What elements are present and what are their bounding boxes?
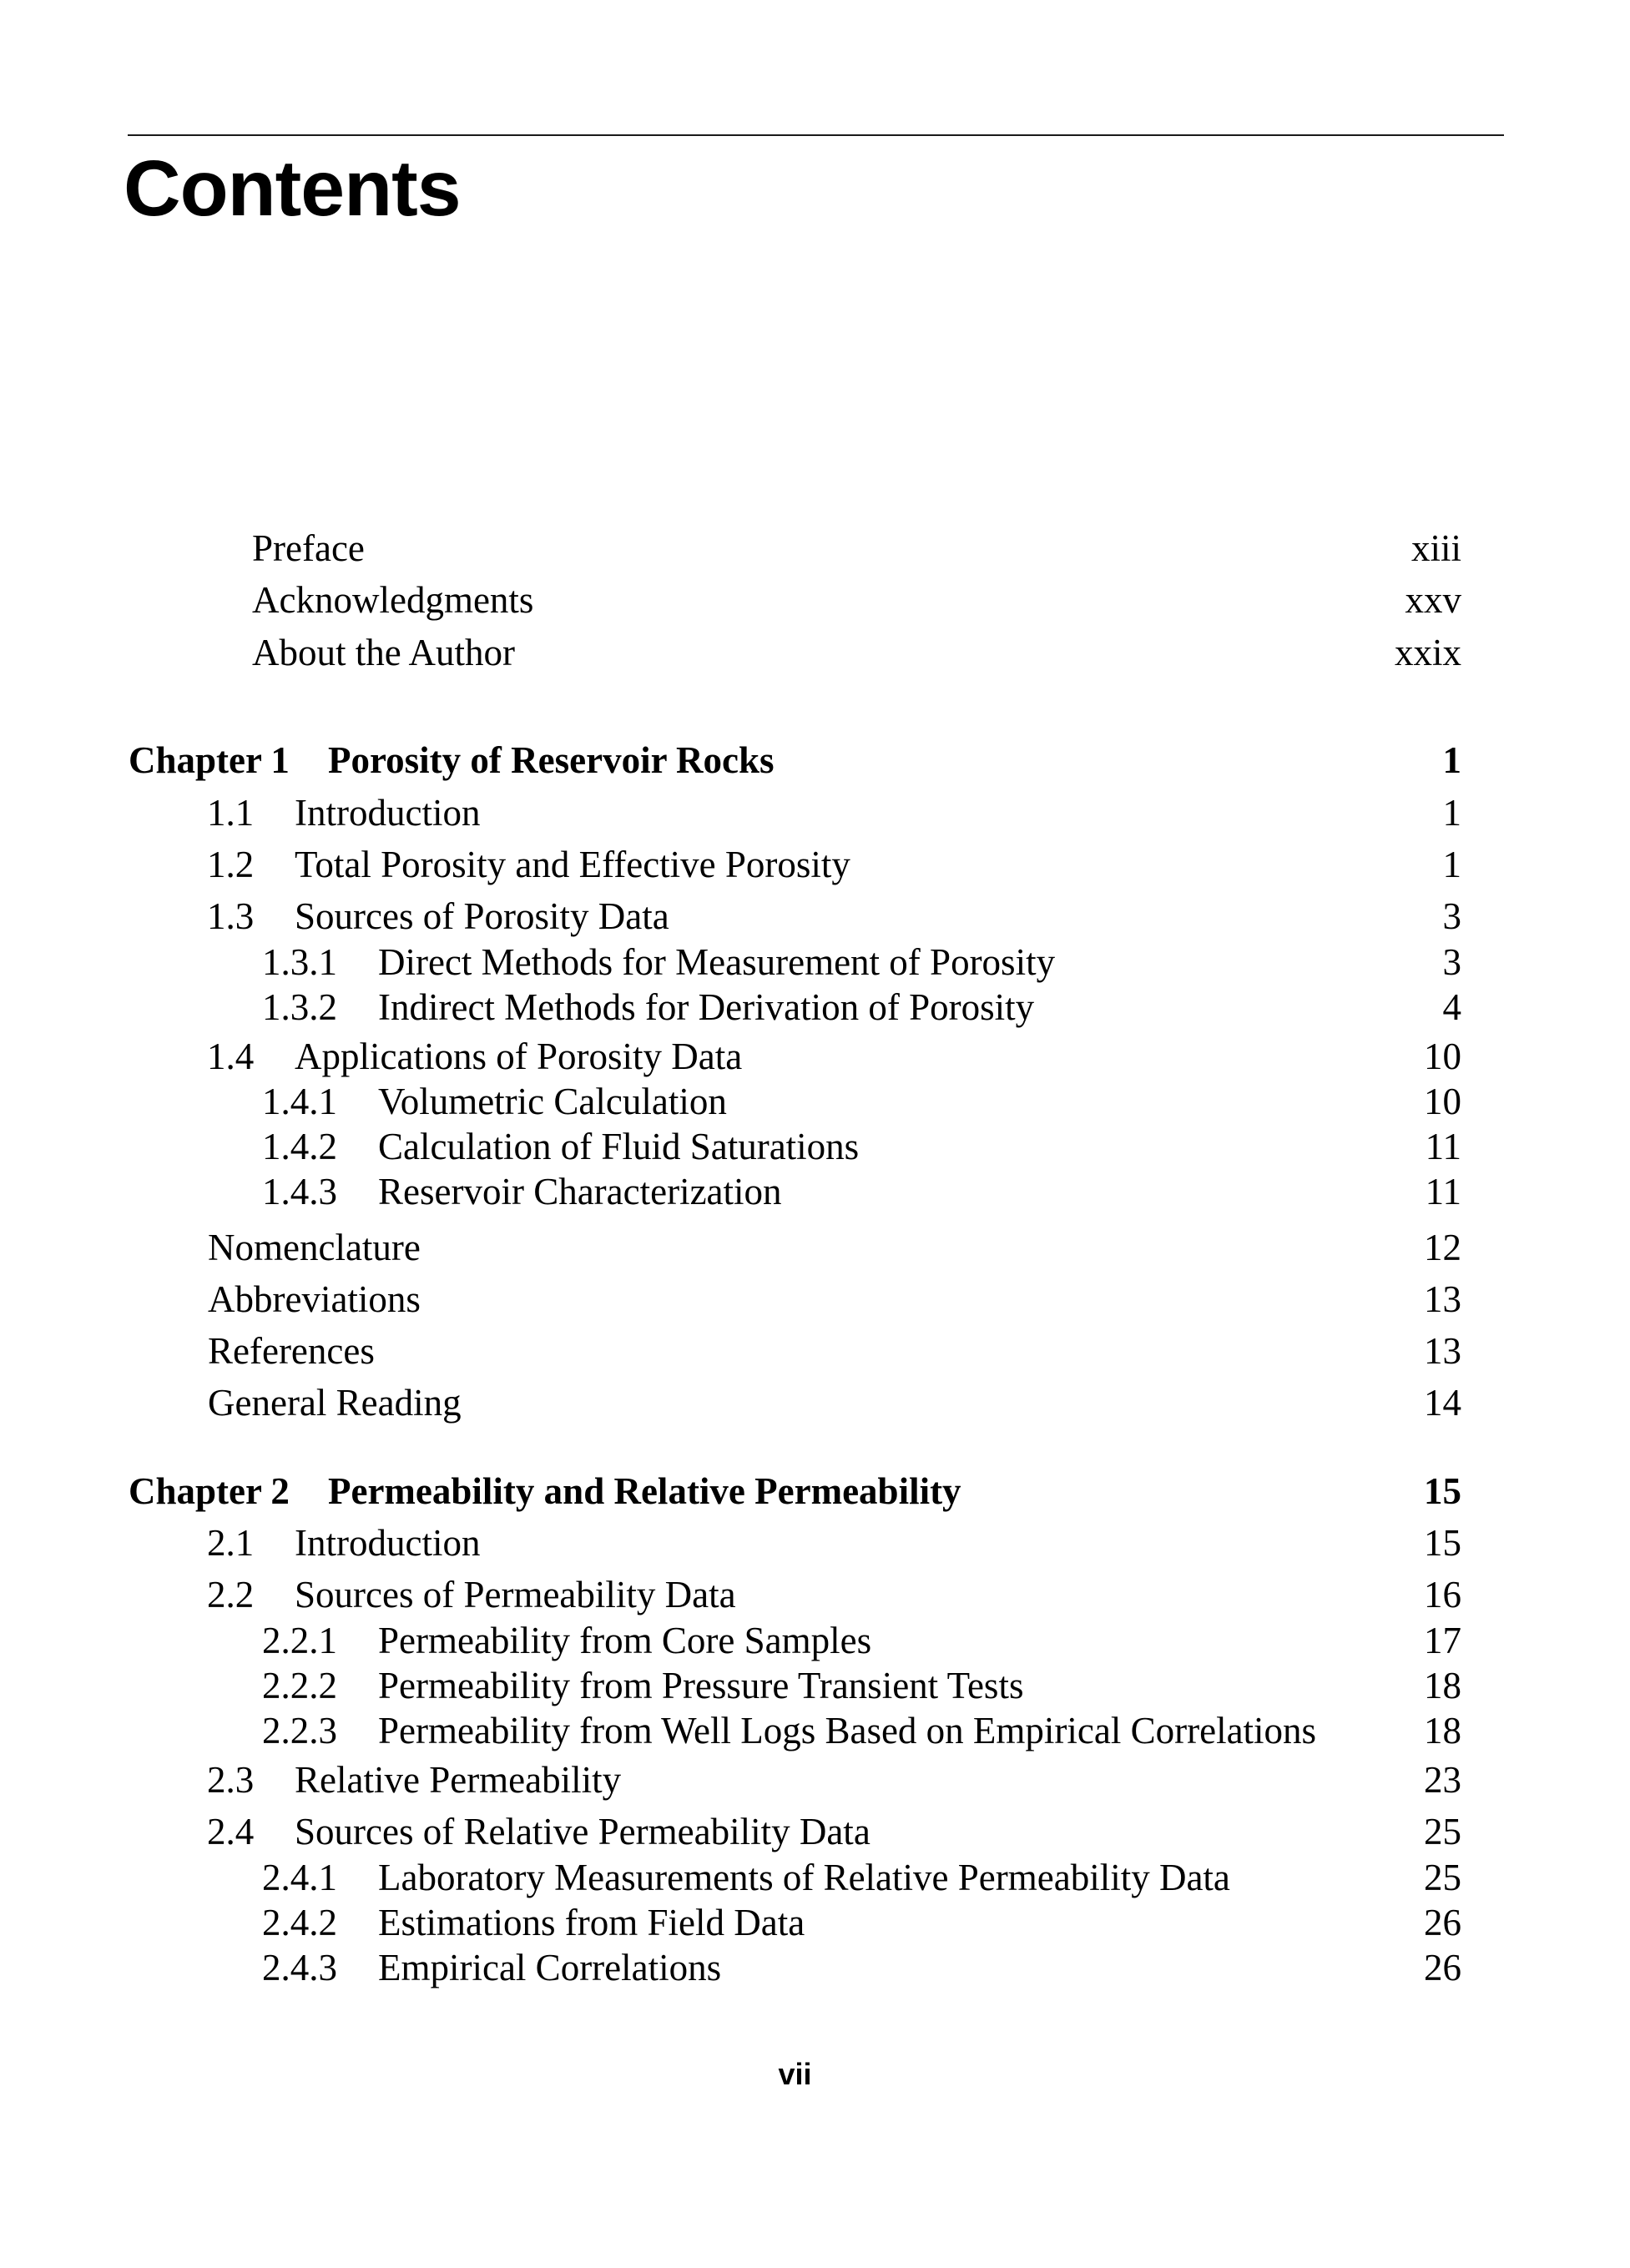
subsection-page: 11: [1425, 1126, 1461, 1167]
subsection-page: 17: [1424, 1620, 1461, 1661]
toc-section[interactable]: [0, 1813, 1630, 1851]
toc-subsection[interactable]: [0, 1859, 1630, 1897]
header-rule: [128, 134, 1504, 136]
subsection-title: Permeability from Core Samples: [378, 1620, 872, 1661]
section-title: Applications of Porosity Data: [295, 1036, 743, 1077]
entry-title: About the Author: [252, 632, 515, 673]
section-page: 10: [1424, 1036, 1461, 1077]
subsection-page: 18: [1424, 1665, 1461, 1706]
subsection-number: 1.4.3: [262, 1171, 337, 1212]
subsection-number: 2.4.1: [262, 1857, 337, 1898]
entry-title: Nomenclature: [208, 1227, 421, 1268]
section-title: Sources of Porosity Data: [295, 895, 669, 937]
entry-title: References: [208, 1330, 375, 1372]
entry-title: Preface: [252, 527, 365, 569]
toc-section[interactable]: [0, 895, 1630, 937]
toc-subsection[interactable]: [0, 986, 1630, 1028]
subsection-page: 4: [1442, 986, 1461, 1028]
section-page: 1: [1442, 844, 1461, 885]
toc-entry-abbreviations[interactable]: [0, 1278, 1630, 1320]
entry-page: xxix: [1394, 632, 1461, 673]
section-number: 2.3: [207, 1759, 255, 1801]
section-title: Relative Permeability: [295, 1759, 622, 1801]
subsection-page: 25: [1424, 1857, 1461, 1898]
section-title: Introduction: [295, 1522, 481, 1564]
section-number: 2.1: [207, 1522, 255, 1564]
section-title: Sources of Permeability Data: [295, 1574, 736, 1615]
chapter-page: 1: [1442, 739, 1461, 781]
subsection-page: 10: [1424, 1081, 1461, 1122]
subsection-page: 26: [1424, 1947, 1461, 1988]
subsection-title: Direct Methods for Measurement of Porosity: [378, 941, 1056, 983]
entry-page: xiii: [1410, 527, 1461, 569]
section-page: 3: [1442, 895, 1461, 937]
chapter-label: Chapter 1: [129, 739, 290, 781]
toc-section[interactable]: [0, 1038, 1630, 1076]
footer-page-number: vii: [778, 2057, 812, 2091]
toc-section[interactable]: [0, 794, 1630, 832]
section-title: Total Porosity and Effective Porosity: [295, 844, 850, 885]
toc-subsection[interactable]: [0, 1622, 1630, 1660]
subsection-title: Permeability from Well Logs Based on Empirical Correlations: [378, 1710, 1317, 1751]
subsection-title: Empirical Correlations: [378, 1947, 722, 1988]
toc-chapter-1[interactable]: [0, 739, 1630, 781]
section-number: 2.4: [207, 1811, 255, 1852]
subsection-number: 1.3.1: [262, 941, 337, 983]
section-number: 1.3: [207, 895, 255, 937]
section-number: 2.2: [207, 1574, 255, 1615]
toc-entry-preface[interactable]: [0, 527, 1630, 569]
toc-subsection[interactable]: [0, 1128, 1630, 1166]
subsection-title: Estimations from Field Data: [378, 1902, 805, 1943]
entry-page: 14: [1424, 1382, 1461, 1424]
toc-entry-about-author[interactable]: [0, 634, 1630, 672]
entry-page: 13: [1424, 1278, 1461, 1320]
subsection-number: 2.4.3: [262, 1947, 337, 1988]
chapter-title: Permeability and Relative Permeability: [328, 1470, 961, 1512]
subsection-title: Permeability from Pressure Transient Tests: [378, 1665, 1024, 1706]
subsection-title: Calculation of Fluid Saturations: [378, 1126, 860, 1167]
subsection-title: Volumetric Calculation: [378, 1081, 727, 1122]
chapter-title: Porosity of Reservoir Rocks: [328, 739, 775, 781]
toc-subsection[interactable]: [0, 1904, 1630, 1942]
section-page: 1: [1442, 792, 1461, 834]
toc-subsection[interactable]: [0, 1712, 1630, 1750]
toc-entry-references[interactable]: [0, 1330, 1630, 1372]
section-number: 1.4: [207, 1036, 255, 1077]
subsection-number: 2.2.3: [262, 1710, 337, 1751]
section-page: 23: [1424, 1759, 1461, 1801]
subsection-number: 1.3.2: [262, 986, 337, 1028]
toc-entry-nomenclature[interactable]: [0, 1229, 1630, 1267]
subsection-title: Reservoir Characterization: [378, 1171, 782, 1212]
toc-entry-general-reading[interactable]: [0, 1384, 1630, 1422]
subsection-page: 26: [1424, 1902, 1461, 1943]
toc-subsection[interactable]: [0, 1667, 1630, 1705]
section-page: 25: [1424, 1811, 1461, 1852]
subsection-number: 2.2.2: [262, 1665, 337, 1706]
subsection-title: Indirect Methods for Derivation of Porosity: [378, 986, 1035, 1028]
subsection-number: 2.4.2: [262, 1902, 337, 1943]
toc-section[interactable]: [0, 846, 1630, 884]
toc-section[interactable]: [0, 1576, 1630, 1614]
toc-subsection[interactable]: [0, 941, 1630, 983]
toc-subsection[interactable]: [0, 1949, 1630, 1987]
toc-subsection[interactable]: [0, 1173, 1630, 1211]
section-page: 16: [1424, 1574, 1461, 1615]
section-page: 15: [1424, 1522, 1461, 1564]
entry-page: 13: [1424, 1330, 1461, 1372]
subsection-number: 1.4.1: [262, 1081, 337, 1122]
toc-section[interactable]: [0, 1522, 1630, 1564]
subsection-page: 3: [1442, 941, 1461, 983]
entry-page: xxv: [1405, 579, 1461, 621]
entry-page: 12: [1424, 1227, 1461, 1268]
toc-chapter-2[interactable]: [0, 1470, 1630, 1512]
entry-title: Acknowledgments: [252, 579, 534, 621]
chapter-page: 15: [1424, 1470, 1461, 1512]
subsection-page: 18: [1424, 1710, 1461, 1751]
subsection-title: Laboratory Measurements of Relative Permeability Data: [378, 1857, 1230, 1898]
entry-title: Abbreviations: [208, 1278, 421, 1320]
toc-subsection[interactable]: [0, 1083, 1630, 1121]
toc-entry-acknowledgments[interactable]: [0, 579, 1630, 621]
subsection-page: 11: [1425, 1171, 1461, 1212]
section-number: 1.2: [207, 844, 255, 885]
section-number: 1.1: [207, 792, 255, 834]
entry-title: General Reading: [208, 1382, 462, 1424]
chapter-label: Chapter 2: [129, 1470, 290, 1512]
section-title: Introduction: [295, 792, 481, 834]
subsection-number: 1.4.2: [262, 1126, 337, 1167]
section-title: Sources of Relative Permeability Data: [295, 1811, 871, 1852]
page-title: Contents: [124, 144, 461, 233]
subsection-number: 2.2.1: [262, 1620, 337, 1661]
toc-section[interactable]: [0, 1761, 1630, 1799]
